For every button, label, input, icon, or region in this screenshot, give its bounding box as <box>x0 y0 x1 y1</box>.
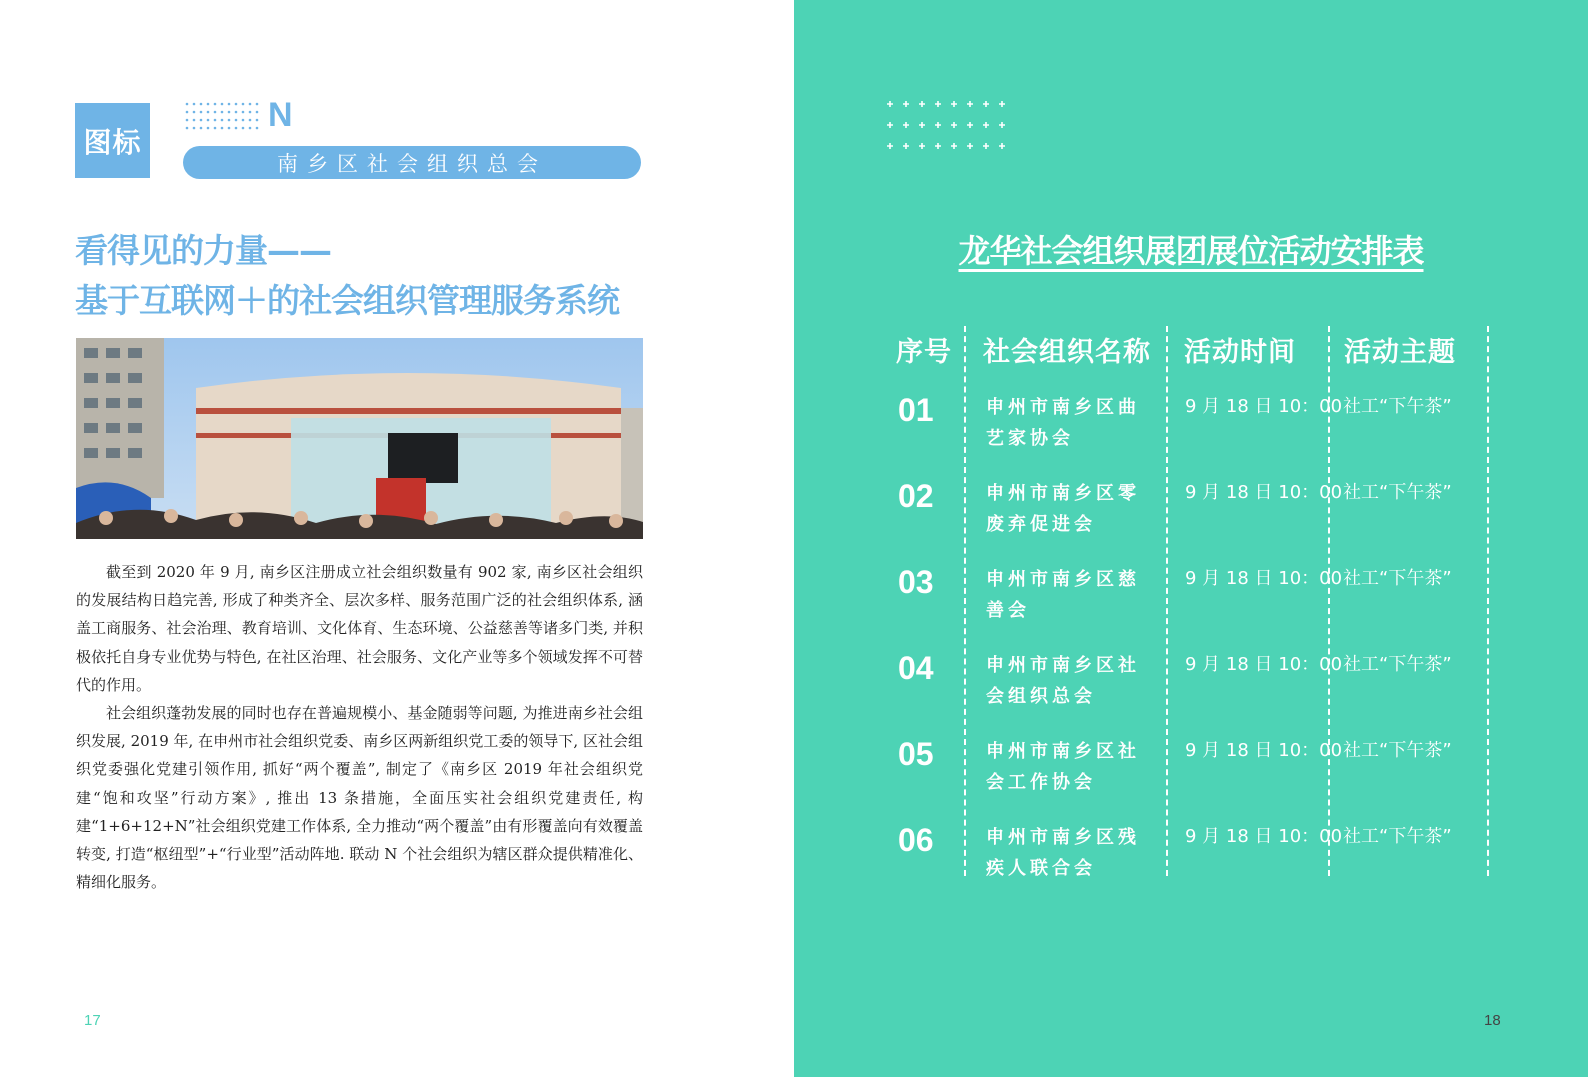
row-topic: 社工“下午茶” <box>1343 826 1452 847</box>
row-number: 01 <box>898 392 934 428</box>
schedule-table <box>893 326 1493 879</box>
header-organization: 社会组织名称 <box>983 337 1151 368</box>
table-row <box>893 564 1493 650</box>
dot-pattern-icon <box>185 102 260 132</box>
headline-line-2: 基于互联网＋的社会组织管理服务系统 <box>75 281 619 320</box>
table-row <box>893 392 1493 478</box>
category-badge: 图标 <box>75 103 150 178</box>
schedule-title: 龙华社会组织展团展位活动安排表 <box>958 232 1424 270</box>
headline-line-1: 看得见的力量—— <box>75 231 331 270</box>
row-time: 9 月 18 日 10：00 <box>1185 654 1343 675</box>
organization-banner: 南乡区社会组织总会 <box>183 146 641 179</box>
row-organization: 申州市南乡区零废弃促进会 <box>986 483 1140 535</box>
row-topic: 社工“下午茶” <box>1343 482 1452 503</box>
row-organization: 申州市南乡区慈善会 <box>986 569 1140 621</box>
header-time: 活动时间 <box>1184 337 1296 368</box>
row-topic: 社工“下午茶” <box>1343 654 1452 675</box>
header-number: 序号 <box>896 337 952 368</box>
row-time: 9 月 18 日 10：00 <box>1185 826 1343 847</box>
row-time: 9 月 18 日 10：00 <box>1185 482 1343 503</box>
row-topic: 社工“下午茶” <box>1343 396 1452 417</box>
row-number: 02 <box>898 478 934 514</box>
row-organization: 申州市南乡区社会工作协会 <box>986 741 1140 793</box>
article-headline <box>75 226 675 326</box>
table-row <box>893 478 1493 564</box>
row-organization: 申州市南乡区曲艺家协会 <box>986 397 1140 449</box>
table-row <box>893 650 1493 736</box>
table-row <box>893 736 1493 822</box>
article-body <box>76 558 643 896</box>
row-number: 06 <box>898 822 934 858</box>
plus-pattern-icon <box>887 98 1012 156</box>
row-number: 04 <box>898 650 934 686</box>
row-number: 05 <box>898 736 934 772</box>
row-organization: 申州市南乡区社会组织总会 <box>986 655 1140 707</box>
section-letter: N <box>268 96 293 134</box>
row-time: 9 月 18 日 10：00 <box>1185 740 1343 761</box>
row-topic: 社工“下午茶” <box>1343 568 1452 589</box>
event-photo <box>76 338 643 539</box>
row-time: 9 月 18 日 10：00 <box>1185 396 1343 417</box>
page-number-left: 17 <box>84 1012 101 1029</box>
paragraph-1: 截至到 2020 年 9 月, 南乡区注册成立社会组织数量有 902 家, 南乡区社会组织的发展结构日趋完善, 形成了种类齐全、层次多样、服务范围广泛的社会组织体系, 涵盖工商服务、社会治理、教育培训、文化体育、生态环境、公益慈善等诸多门类, 并积极依托自身专业优势与特色, 在社区治理、社会服务、文化产业等多个领域发挥不可替代的作用。 <box>76 563 643 694</box>
row-time: 9 月 18 日 10：00 <box>1185 568 1343 589</box>
page-number-right: 18 <box>1484 1012 1501 1029</box>
row-number: 03 <box>898 564 934 600</box>
row-organization: 申州市南乡区残疾人联合会 <box>986 827 1140 879</box>
row-topic: 社工“下午茶” <box>1343 740 1452 761</box>
header-topic: 活动主题 <box>1344 337 1456 368</box>
table-row <box>893 822 1493 908</box>
paragraph-2: 社会组织蓬勃发展的同时也存在普遍规模小、基金随弱等问题, 为推进南乡社会组织发展, 2019 年, 在申州市社会组织党委、南乡区两新组织党工委的领导下, 区社会组织党委强化党建引领作用, 抓好“两个覆盖”, 制定了《南乡区 2019 年社会组织党建“饱和攻坚”行动方案》, 推出 13 条措施，全面压实社会组织党建责任, 构建“1+6+12+N”社会组织党建工作体系, 全力推动“两个覆盖”由有形覆盖向有效覆盖转变, 打造“枢纽型”+“行业型”活动阵地. 联动 N 个社会组织为辖区群众提供精准化、精细化服务。 <box>76 704 643 892</box>
schedule-title-wrap <box>794 226 1588 272</box>
